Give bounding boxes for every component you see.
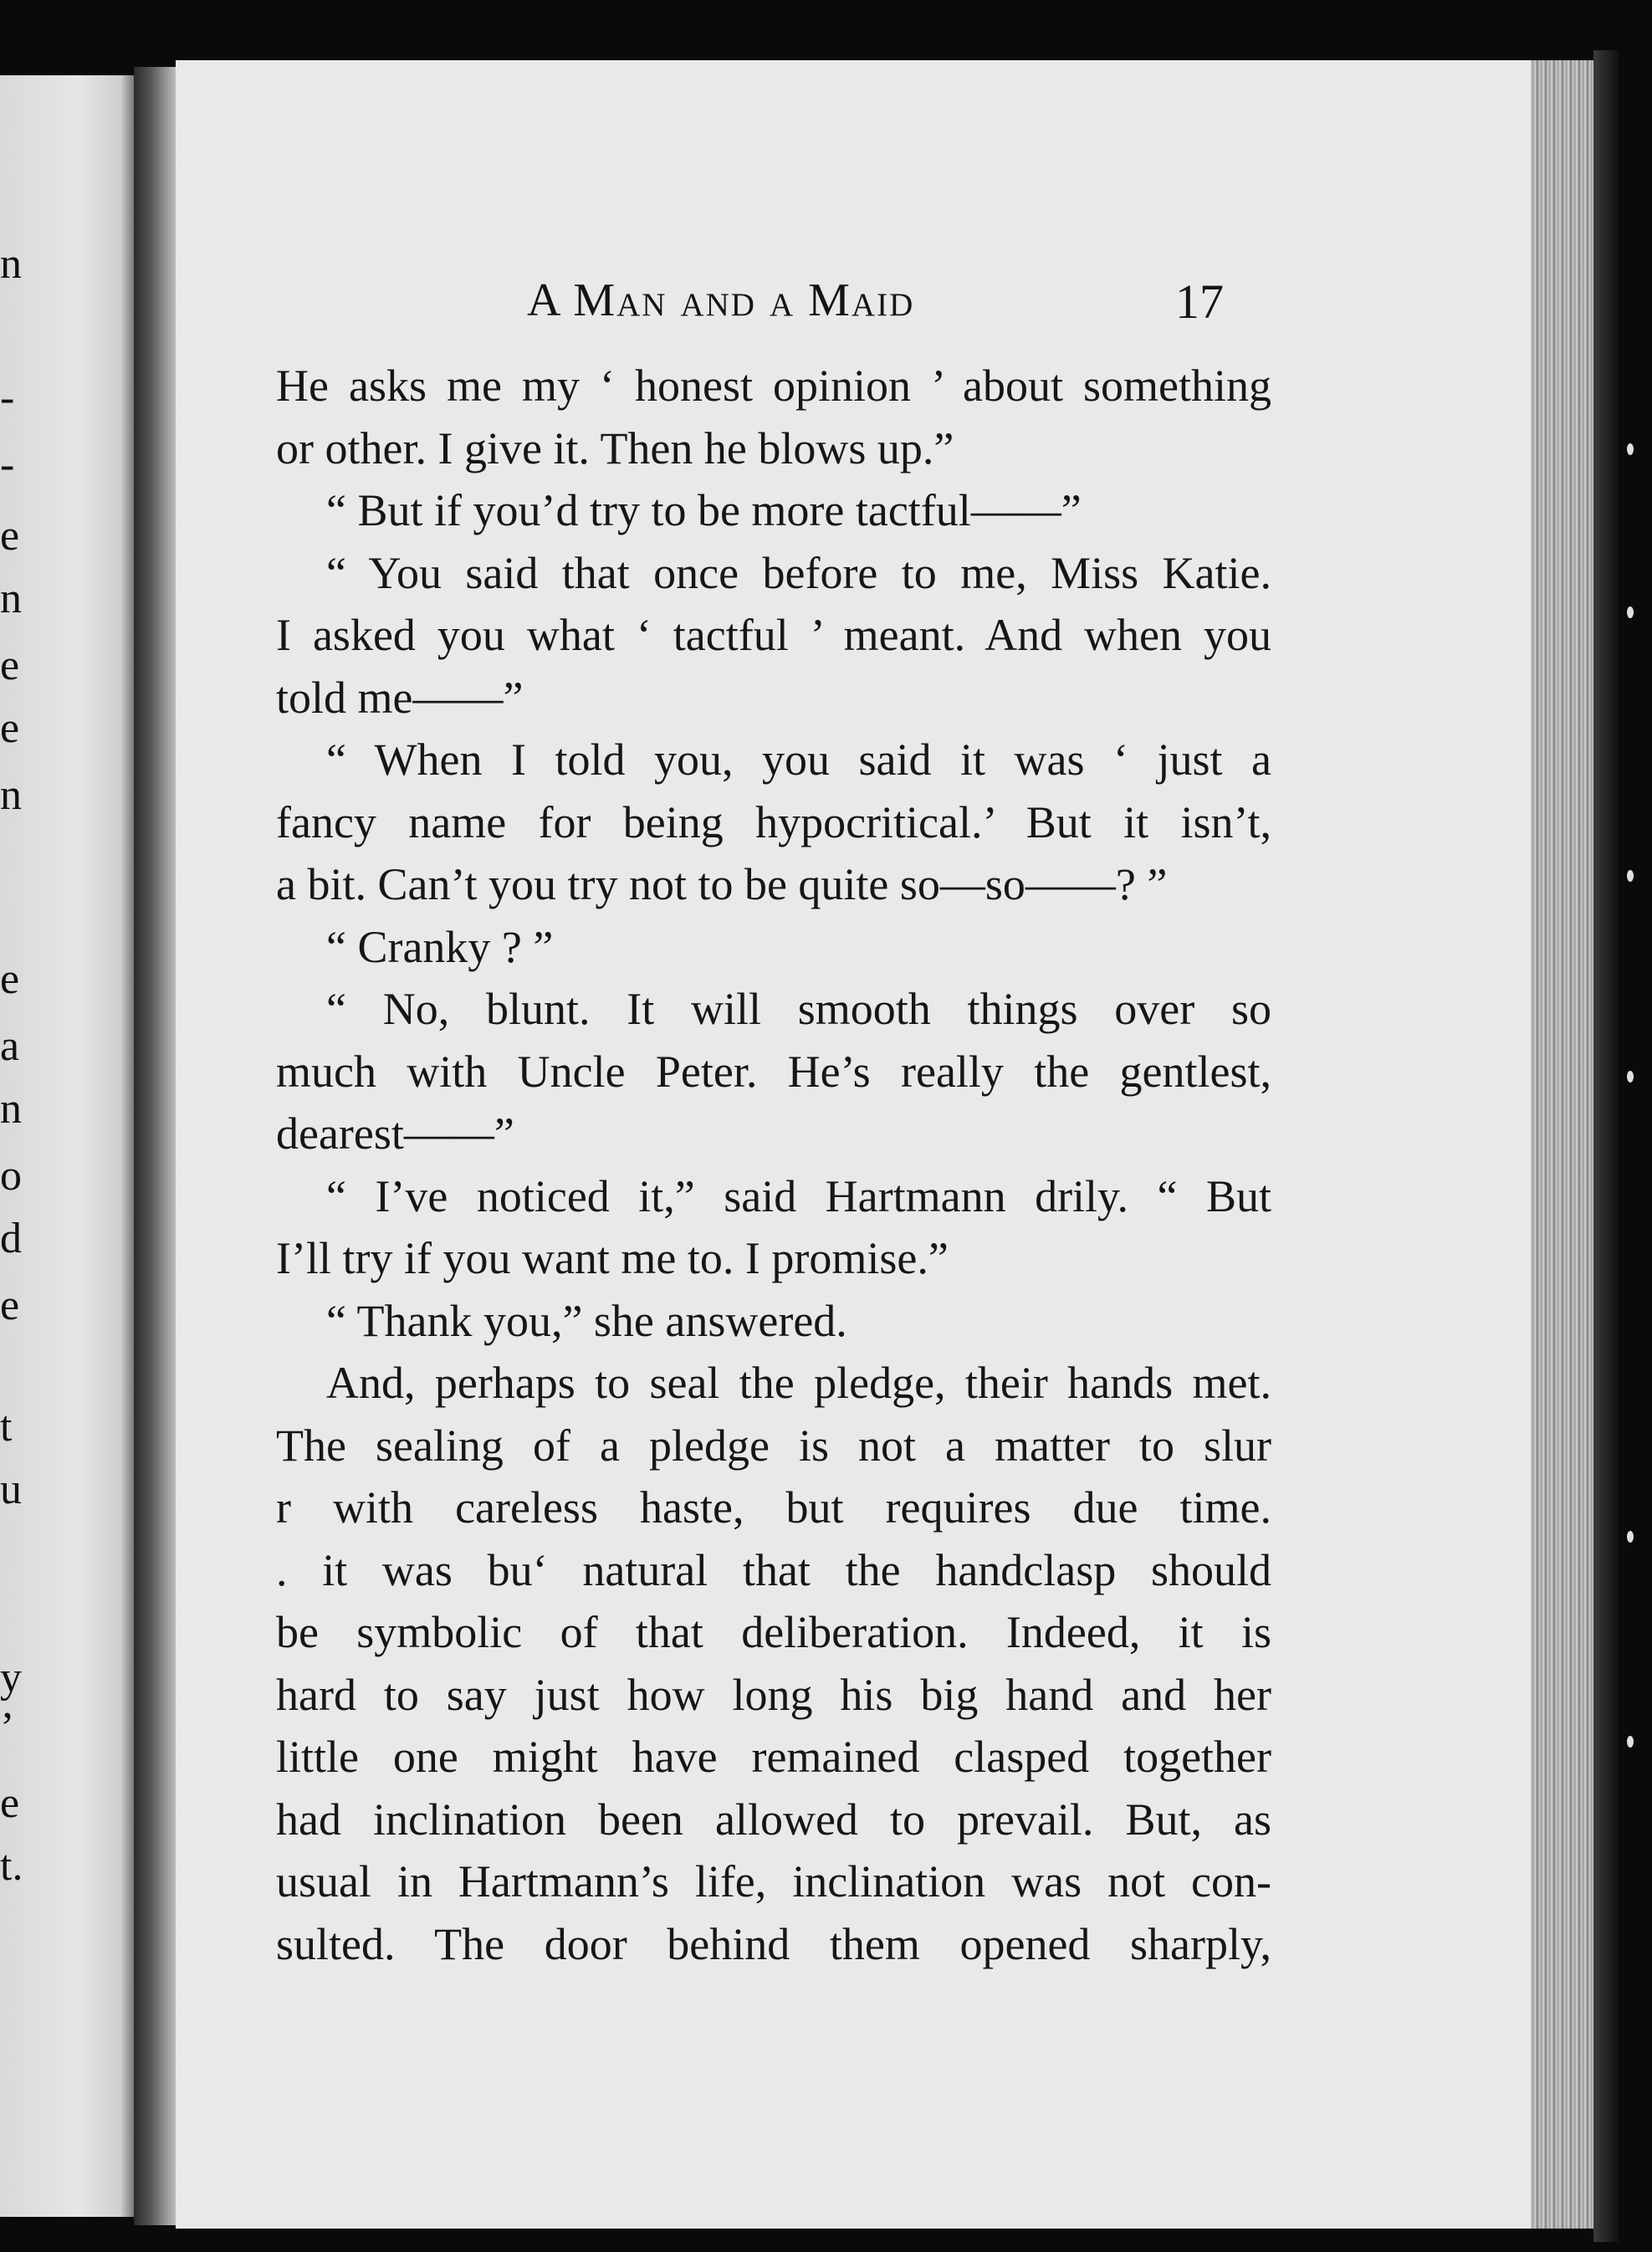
edge-speck (1627, 870, 1634, 882)
left-page-fragment: - (0, 374, 15, 422)
left-page-fragment: ’ (0, 1704, 15, 1752)
text-line: “ Thank you,” she answered. (326, 1295, 847, 1346)
text-line: “ I’ve noticed it,” said Hartmann drily. “ But (326, 1170, 1271, 1221)
text-line: sulted. The door behind them opened sharply, (276, 1918, 1271, 1969)
text-line: little one might have remained clasped together (276, 1732, 1271, 1782)
text-line: told me——” (276, 672, 524, 723)
left-page-fragment: t (0, 1403, 13, 1451)
text-line: usual in Hartmann’s life, inclination was not con- (276, 1856, 1271, 1907)
left-page-fragment: n (0, 1085, 22, 1133)
edge-speck (1627, 1071, 1634, 1082)
text-line: be symbolic of that deliberation. Indeed, it is (276, 1607, 1271, 1657)
left-page-fragment: e (0, 1779, 20, 1827)
page-number: 17 (1175, 274, 1224, 329)
text-line: He asks me my ‘ honest opinion ’ about something (276, 361, 1271, 411)
left-page-fragment: n (0, 240, 22, 288)
text-line: dearest——” (276, 1108, 514, 1159)
left-page-fragment: o (0, 1152, 22, 1200)
book-page (176, 60, 1531, 2229)
text-line: hard to say just how long his big hand and her (276, 1669, 1271, 1720)
edge-speck (1627, 1736, 1634, 1748)
text-line: much with Uncle Peter. He’s really the gentlest, (276, 1046, 1271, 1097)
left-page-fragment: y (0, 1654, 22, 1702)
left-page-fragment: a (0, 1022, 20, 1070)
text-line: had inclination been allowed to prevail. But, as (276, 1794, 1271, 1845)
running-head (176, 274, 1531, 340)
left-page-fragment: d (0, 1215, 22, 1262)
body-text (276, 355, 1271, 1975)
text-line: “ No, blunt. It will smooth things over so (326, 984, 1271, 1034)
left-page-fragment: e (0, 955, 20, 1003)
edge-speck (1627, 607, 1634, 618)
text-line: “ When I told you, you said it was ‘ just a (326, 734, 1271, 785)
left-facing-page (0, 75, 134, 2217)
text-line: And, perhaps to seal the pledge, their hands met. (326, 1358, 1271, 1408)
left-page-fragment: e (0, 642, 20, 689)
text-line: “ But if you’d try to be more tactful——” (326, 485, 1082, 535)
text-line: “ You said that once before to me, Miss Katie. (326, 547, 1271, 598)
text-line: or other. I give it. Then he blows up.” (276, 422, 954, 473)
edge-speck (1627, 443, 1634, 455)
book-gutter (134, 67, 176, 2225)
left-page-fragment: e (0, 1282, 20, 1329)
text-line: I’ll try if you want me to. I promise.” (276, 1233, 949, 1283)
left-page-fragment: u (0, 1466, 22, 1513)
text-line: I asked you what ‘ tactful ’ meant. And when you (276, 610, 1271, 660)
running-title: A Man and a Maid (527, 274, 915, 326)
text-line: a bit. Can’t you try not to be quite so—so——? ” (276, 859, 1168, 909)
left-page-fragment: n (0, 771, 22, 819)
left-page-fragment: n (0, 575, 22, 622)
text-line: . it was bu‘ natural that the handclasp should (276, 1544, 1271, 1595)
page-edge-shadow (1593, 50, 1619, 2242)
left-page-fragment: e (0, 704, 20, 752)
left-page-fragment: - (0, 441, 15, 489)
text-line: “ Cranky ? ” (326, 921, 554, 972)
page-fore-edge (1531, 60, 1593, 2229)
text-line: fancy name for being hypocritical.’ But it isn’t, (276, 796, 1271, 847)
text-line: The sealing of a pledge is not a matter to slur (276, 1420, 1271, 1471)
left-page-fragment: t. (0, 1842, 23, 1890)
edge-speck (1627, 1531, 1634, 1543)
left-page-fragment: e (0, 512, 20, 560)
text-line: r with careless haste, but requires due time. (276, 1482, 1271, 1533)
